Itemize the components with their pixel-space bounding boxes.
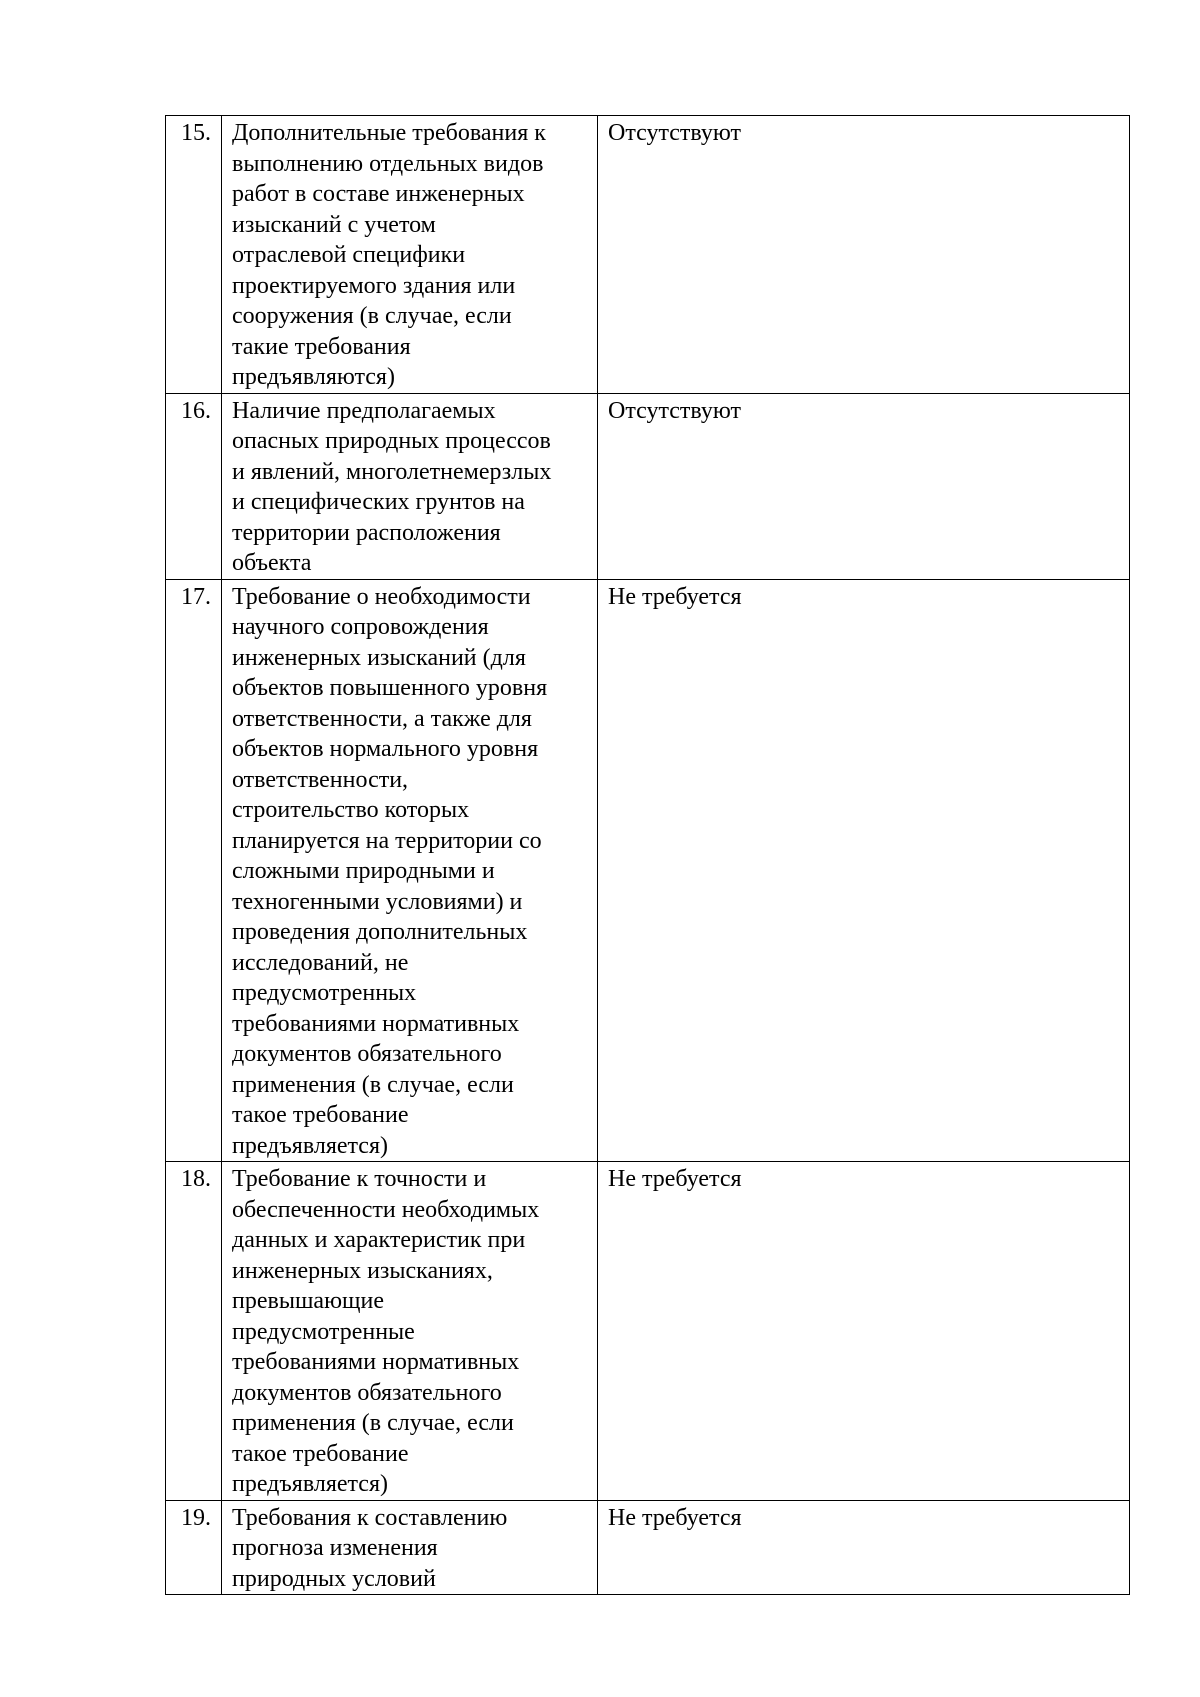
requirement-text — [222, 1500, 598, 1595]
table-row — [166, 579, 1130, 1162]
requirement-line: объекта — [232, 550, 312, 576]
requirement-line: применения (в случае, если — [232, 1410, 514, 1436]
requirement-line: Дополнительные требования к — [232, 120, 546, 146]
requirement-value: Не требуется — [598, 579, 1130, 1162]
requirement-line: инженерных изысканий (для — [232, 644, 526, 671]
requirement-line: превышающие — [232, 1288, 384, 1314]
requirement-line: природных условий — [232, 1565, 436, 1592]
requirement-line: данных и характеристик при — [232, 1227, 526, 1253]
table-row — [166, 393, 1130, 579]
requirement-line: выполнению отдельных видов — [232, 150, 544, 177]
requirement-line: объектов повышенного уровня — [232, 675, 548, 701]
requirement-line: такое требование — [232, 1440, 409, 1467]
requirement-line: документов обязательного — [232, 1041, 502, 1067]
requirement-line: проектируемого здания или — [232, 272, 516, 299]
requirement-text — [222, 393, 598, 579]
requirement-text — [222, 116, 598, 394]
requirement-line: Требования к составлению — [232, 1504, 508, 1531]
requirement-line: ответственности, — [232, 766, 409, 793]
requirement-line: ответственности, а также для — [232, 705, 532, 732]
requirement-line: и специфических грунтов на — [232, 489, 525, 515]
table-row — [166, 1162, 1130, 1501]
requirement-line: опасных природных процессов — [232, 428, 551, 454]
requirement-line: документов обязательного — [232, 1379, 502, 1406]
requirement-value: Отсутствуют — [598, 116, 1130, 394]
requirement-line: проведения дополнительных — [232, 919, 528, 945]
requirement-line: предусмотренные — [232, 1318, 415, 1345]
row-number: 18. — [166, 1162, 222, 1501]
requirement-value: Не требуется — [598, 1162, 1130, 1501]
requirement-line: работ в составе инженерных — [232, 181, 525, 207]
requirement-line: Требование о необходимости — [232, 583, 531, 610]
requirement-line: такие требования — [232, 333, 411, 360]
requirement-line: прогноза изменения — [232, 1535, 438, 1561]
requirement-line: планируется на территории со — [232, 827, 542, 854]
row-number: 16. — [166, 393, 222, 579]
requirement-line: требованиями нормативных — [232, 1010, 520, 1037]
requirement-line: отраслевой специфики — [232, 242, 466, 268]
requirement-value: Отсутствуют — [598, 393, 1130, 579]
requirement-line: Требование к точности и — [232, 1166, 487, 1192]
row-number: 17. — [166, 579, 222, 1162]
requirement-line: объектов нормального уровня — [232, 736, 539, 762]
requirement-line: предъявляется) — [232, 1132, 388, 1159]
requirement-line: строительство которых — [232, 797, 470, 823]
row-number: 19. — [166, 1500, 222, 1595]
requirement-text — [222, 1162, 598, 1501]
requirement-line: сооружения (в случае, если — [232, 303, 512, 329]
requirement-line: Наличие предполагаемых — [232, 397, 496, 424]
requirement-line: территории расположения — [232, 519, 501, 546]
requirement-line: техногенными условиями) и — [232, 888, 523, 915]
table-row — [166, 1500, 1130, 1595]
requirement-line: изысканий с учетом — [232, 211, 436, 238]
requirement-value: Не требуется — [598, 1500, 1130, 1595]
requirement-line: такое требование — [232, 1102, 409, 1128]
requirement-line: предусмотренных — [232, 980, 417, 1006]
requirement-line: применения (в случае, если — [232, 1071, 514, 1098]
requirement-line: требованиями нормативных — [232, 1349, 520, 1375]
row-number: 15. — [166, 116, 222, 394]
requirement-line: исследований, не — [232, 949, 409, 976]
requirement-line: сложными природными и — [232, 858, 495, 884]
requirement-text — [222, 579, 598, 1162]
requirement-line: научного сопровождения — [232, 614, 489, 640]
requirement-line: предъявляются) — [232, 364, 395, 390]
requirements-table-body — [166, 116, 1130, 1595]
requirement-line: обеспеченности необходимых — [232, 1196, 540, 1223]
table-row — [166, 116, 1130, 394]
requirements-table — [165, 115, 1130, 1595]
requirement-line: инженерных изысканиях, — [232, 1257, 493, 1284]
requirement-line: и явлений, многолетнемерзлых — [232, 458, 552, 485]
requirement-line: предъявляется) — [232, 1471, 388, 1497]
